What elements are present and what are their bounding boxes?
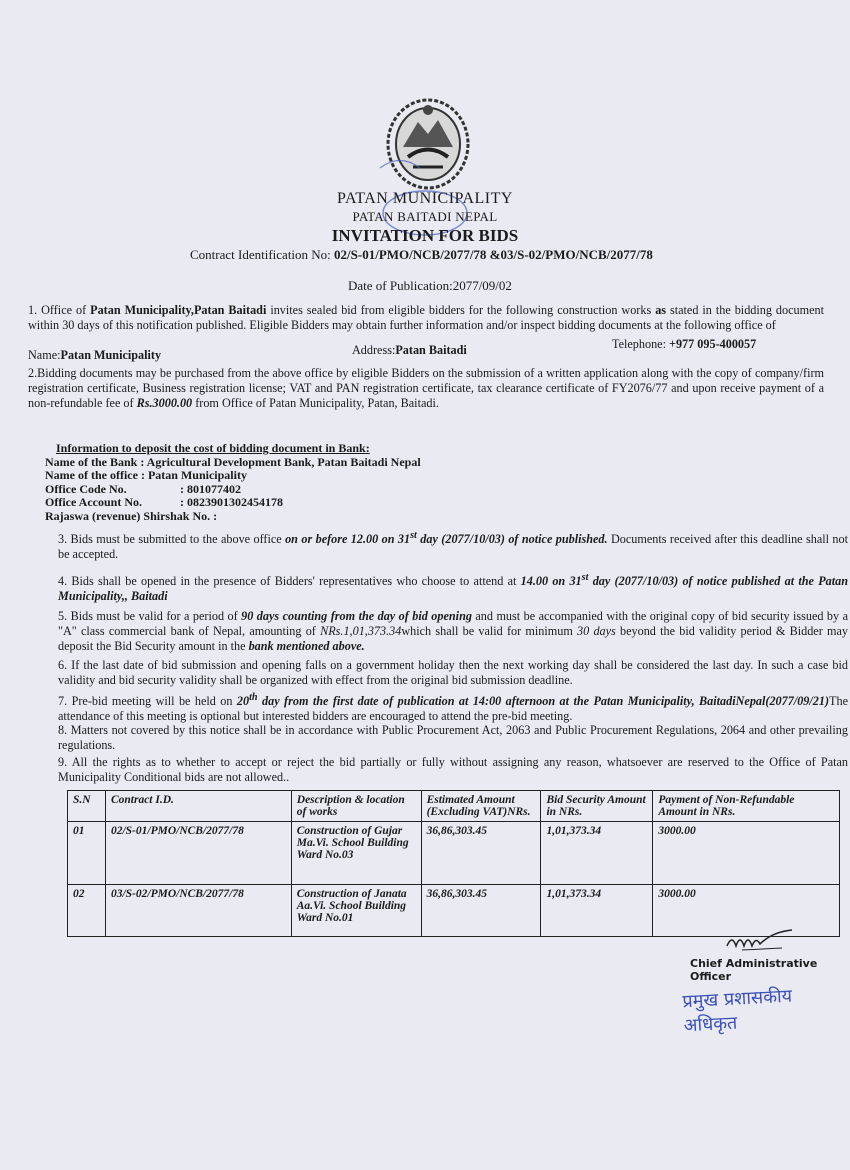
paragraph-3 bbox=[58, 528, 848, 562]
table-header-cell: S.N bbox=[68, 791, 106, 822]
table-header-cell: Estimated Amount (Excluding VAT)NRs. bbox=[421, 791, 541, 822]
bank-name: Name of the Bank : Agricultural Development Bank, Patan Baitadi Nepal bbox=[45, 454, 421, 469]
table-header-cell: Payment of Non-Refundable Amount in NRs. bbox=[653, 791, 840, 822]
table-cell: 02/S-01/PMO/NCB/2077/78 bbox=[105, 822, 291, 885]
office-name: Name of the office : Patan Municipality bbox=[45, 468, 247, 482]
office-code bbox=[45, 483, 421, 497]
p7-text-d: The attendance of this meeting is optional but interested bidders are encouraged to attend the pre-bid meeting. bbox=[58, 694, 848, 724]
handwritten-signature bbox=[722, 924, 812, 954]
table-cell: 03/S-02/PMO/NCB/2077/78 bbox=[105, 885, 291, 937]
table-cell: Construction of Janata Aa.Vi. School Building Ward No.01 bbox=[291, 885, 421, 937]
address-value: Patan Baitadi bbox=[395, 343, 467, 357]
office-account-value: : 0823901302454178 bbox=[180, 495, 283, 509]
table-cell: 36,86,303.45 bbox=[421, 885, 541, 937]
table-cell: 36,86,303.45 bbox=[421, 822, 541, 885]
p5-text-b: 90 days counting from the day of bid opening bbox=[241, 609, 472, 623]
name-label: Name: bbox=[28, 348, 61, 362]
table-header-cell: Contract I.D. bbox=[105, 791, 291, 822]
p3-sup: st bbox=[410, 530, 417, 541]
p1-text-a: 1. Office of bbox=[28, 303, 91, 317]
p3-text-c: day (2077/10/03) of notice published. bbox=[416, 532, 608, 547]
p4-text-b: 14.00 on 31 bbox=[520, 574, 582, 589]
office-account bbox=[45, 496, 421, 510]
municipality-location: PATAN BAITADI NEPAL bbox=[352, 209, 498, 224]
paragraph-7 bbox=[58, 690, 848, 724]
p5-text-a: 5. Bids must be valid for a period of bbox=[58, 609, 242, 623]
p4-text-a: 4. Bids shall be opened in the presence of Bidders' representatives who choose to attend at bbox=[58, 574, 521, 589]
telephone-line bbox=[612, 337, 832, 352]
p1-text-e: stated in the bidding document within 30 days of this notification published. Eligible Bidders may obtain further information and/or inspect bidding documents at the following office of bbox=[28, 303, 824, 332]
table-header-cell: Bid Security Amount in NRs. bbox=[541, 791, 653, 822]
p5-text-c: and must be accompanied with the original copy of bid security issued by a "A" class commercial bank of Nepal, amounting of bbox=[58, 609, 848, 638]
paragraph-2 bbox=[28, 366, 824, 411]
table-cell: 1,01,373.34 bbox=[541, 822, 653, 885]
paragraph-4 bbox=[58, 570, 848, 604]
p7-text-b: 20 bbox=[236, 694, 250, 709]
address-line bbox=[352, 343, 552, 358]
table-cell: 3000.00 bbox=[653, 885, 840, 937]
telephone-label: Telephone: bbox=[612, 337, 670, 351]
p2-text-a: 2.Bidding documents may be purchased from the above office by eligible Bidders on the submission of a written application along with the copy of company/firm registration certificate, Business registration license; VAT and PAN registration certificate, tax clearance certificate of FY2076/77 and upon receive payment of a non-refundable fee of bbox=[28, 366, 824, 410]
p5-text-g: beyond the bid validity period & Bidder may deposit the Bid Security amount in the bbox=[58, 624, 848, 653]
page-title: INVITATION FOR BIDS bbox=[331, 226, 519, 245]
p1-text-b: Patan Municipality,Patan Baitadi bbox=[90, 303, 267, 317]
name-value: Patan Municipality bbox=[60, 348, 162, 362]
p2-fee: Rs.3000.00 bbox=[136, 396, 193, 410]
p7-text-a: 7. Pre-bid meeting will be held on bbox=[58, 694, 237, 709]
municipality-name: PATAN MUNICIPALITY bbox=[337, 190, 513, 207]
p5-text-e: which shall be valid for minimum bbox=[401, 624, 578, 638]
address-label: Address: bbox=[352, 343, 396, 357]
p2-text-b: from Office of Patan Municipality, Patan, Baitadi. bbox=[192, 396, 439, 410]
paragraph-8: 8. Matters not covered by this notice shall be in accordance with Public Procurement Act, 2063 and Public Procurement Regulations, 2064 and other prevailing regulations. bbox=[58, 723, 848, 752]
p7-sup: th bbox=[249, 692, 258, 703]
table-cell: 01 bbox=[68, 822, 106, 885]
office-code-label: Office Code No. bbox=[45, 481, 127, 496]
rajaswa-line: Rajaswa (revenue) Shirshak No. : bbox=[45, 508, 218, 523]
p5-text-f: 30 days bbox=[577, 624, 616, 638]
p3-text-b: on or before 12.00 on 31 bbox=[285, 532, 411, 547]
office-code-value: : 801077402 bbox=[180, 481, 241, 496]
p3-text-a: 3. Bids must be submitted to the above office bbox=[58, 532, 286, 547]
publication-date: Date of Publication:2077/09/02 bbox=[348, 278, 512, 293]
p1-text-c: invites sealed bid from eligible bidders for the following construction works bbox=[266, 303, 656, 317]
p5-text-d: NRs.1,01,373.34 bbox=[320, 624, 402, 638]
bids-table bbox=[67, 790, 840, 937]
table-row bbox=[68, 822, 840, 885]
table-cell: 3000.00 bbox=[653, 822, 840, 885]
office-account-label: Office Account No. bbox=[45, 495, 142, 509]
p4-text-c: day (2077/10/03) of notice published at the Patan Municipality,, Baitadi bbox=[58, 574, 848, 604]
contract-id-value: 02/S-01/PMO/NCB/2077/78 &03/S-02/PMO/NCB/2077/78 bbox=[334, 247, 653, 262]
p3-text-d: Documents received after this deadline shall not be accepted. bbox=[58, 532, 848, 562]
table-cell: 1,01,373.34 bbox=[541, 885, 653, 937]
telephone-value: +977 095-400057 bbox=[669, 337, 757, 351]
bank-information bbox=[45, 442, 421, 523]
table-header-cell: Description & location of works bbox=[291, 791, 421, 822]
table-cell: Construction of Gujar Ma.Vi. School Building Ward No.03 bbox=[291, 822, 421, 885]
p4-sup: st bbox=[581, 572, 589, 583]
bank-heading: Information to deposit the cost of bidding document in Bank: bbox=[56, 441, 370, 455]
paragraph-9: 9. All the rights as to whether to accept or reject the bid partially or fully without assigning any reason, whatsoever are reserved to the Office of Patan Municipality Conditional bids are not allowed.. bbox=[58, 755, 848, 784]
signatory-title: Chief Administrative Officer bbox=[690, 957, 818, 983]
table-header-row bbox=[68, 791, 840, 822]
paragraph-5 bbox=[58, 609, 848, 654]
paragraph-1 bbox=[28, 303, 824, 333]
paragraph-6: 6. If the last date of bid submission and opening falls on a government holiday then the next working day shall be considered the last day. In such a case bid validity and bid security validity shall be organized with effect from the original bid submission deadline. bbox=[58, 658, 848, 687]
table-cell: 02 bbox=[68, 885, 106, 937]
p1-text-d: as bbox=[655, 303, 667, 317]
contract-identification bbox=[190, 247, 653, 263]
p7-text-c: day from the first date of publication at 14:00 afternoon at the Patan Municipality, BaitadiNepal(2077/09/21) bbox=[257, 694, 830, 709]
contract-id-label: Contract Identification No: bbox=[190, 247, 335, 262]
nepali-title-stamp: प्रमुख प्रशासकीय अधिकृत bbox=[681, 985, 793, 1037]
p5-text-h: bank mentioned above. bbox=[248, 639, 365, 653]
